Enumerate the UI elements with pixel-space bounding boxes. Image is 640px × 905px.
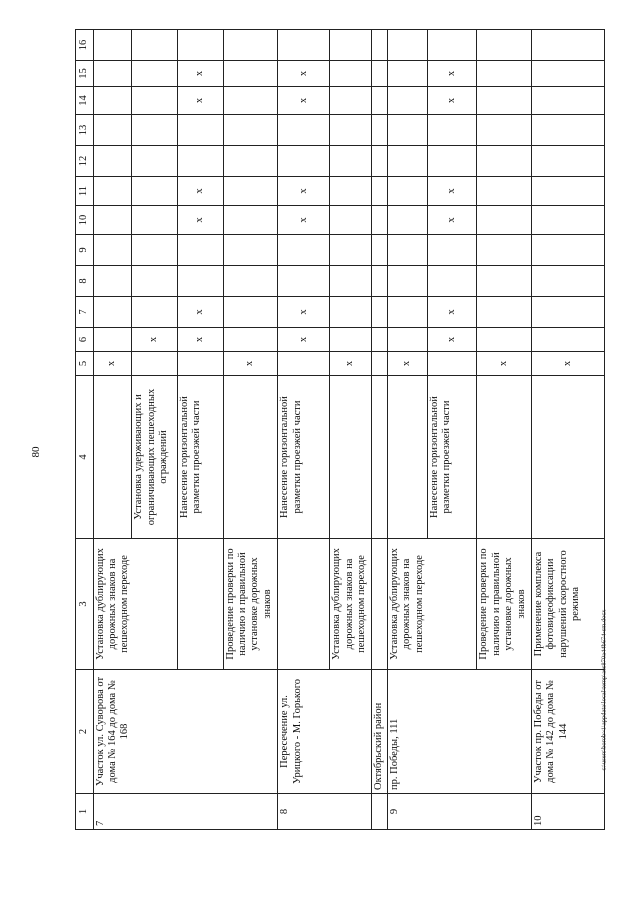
column-number-row <box>76 30 94 830</box>
measure-cell: Установка дублирующих дорожных знаков на пешеходном переходе <box>330 539 372 670</box>
col-header-10: 10 <box>76 206 94 235</box>
mark-cell: x <box>330 352 372 376</box>
mark-cell: x <box>93 352 131 376</box>
col-header-11: 11 <box>76 177 94 206</box>
col-header-4: 4 <box>76 376 94 539</box>
col-header-3: 3 <box>76 539 94 670</box>
mark-cell: x <box>427 177 477 206</box>
mark-cell: x <box>177 177 223 206</box>
site-cell: Участок пр. Победы от дома № 142 до дома № 144 <box>532 670 605 794</box>
measure-cell: Установка удерживающих и ограничивающих пешеходных ограждений <box>132 376 178 539</box>
col-header-8: 8 <box>76 266 94 297</box>
mark-cell: x <box>477 352 532 376</box>
measure-cell: Проведение проверки по наличию и правильной установке дорожных знаков <box>223 539 278 670</box>
mark-cell: x <box>427 297 477 328</box>
col-header-5: 5 <box>76 352 94 376</box>
mark-cell: x <box>427 328 477 352</box>
mark-cell: x <box>532 352 605 376</box>
col-header-7: 7 <box>76 297 94 328</box>
mark-cell: x <box>278 177 330 206</box>
row-number: 10 <box>532 794 605 830</box>
measure-cell: Проведение проверки по наличию и правильной установке дорожных знаков <box>477 539 532 670</box>
measure-cell: Нанесение горизонтальной разметки проезжей части <box>278 376 330 539</box>
mark-cell: x <box>223 352 278 376</box>
col-header-12: 12 <box>76 146 94 177</box>
measure-cell: Установка дублирующих дорожных знаков на пешеходном переходе <box>388 539 477 670</box>
measures-table <box>75 29 605 830</box>
col-header-14: 14 <box>76 87 94 115</box>
mark-cell: x <box>278 87 330 115</box>
mark-cell: x <box>177 297 223 328</box>
mark-cell: x <box>388 352 428 376</box>
row-number: 7 <box>93 794 278 830</box>
rotated-table-container <box>75 30 605 830</box>
row-number: 8 <box>278 794 372 830</box>
measure-cell: Нанесение горизонтальной разметки проезжей части <box>427 376 477 539</box>
footer-file-path: c:\users\borob~1\appdata\local\temp\aes870a44b674-sm.docx <box>600 609 608 771</box>
mark-cell: x <box>177 206 223 235</box>
site-cell: Пересечение ул. Урицкого - М. Горького <box>278 670 372 794</box>
mark-cell: x <box>427 206 477 235</box>
mark-cell: x <box>132 328 178 352</box>
mark-cell: x <box>427 87 477 115</box>
measure-cell: Установка дублирующих дорожных знаков на пешеходном переходе <box>93 539 177 670</box>
col-header-9: 9 <box>76 235 94 266</box>
mark-cell: x <box>177 87 223 115</box>
district-row <box>372 30 388 830</box>
page-number: 80 <box>30 446 42 458</box>
mark-cell: x <box>427 61 477 87</box>
mark-cell: x <box>278 61 330 87</box>
col-header-6: 6 <box>76 328 94 352</box>
district-label: Октябрьский район <box>372 670 388 794</box>
col-header-15: 15 <box>76 61 94 87</box>
col-header-13: 13 <box>76 115 94 146</box>
measure-cell: Нанесение горизонтальной разметки проезжей части <box>177 376 223 539</box>
col-header-1: 1 <box>76 794 94 830</box>
measure-cell: Применение комплекса фотовидеофиксации нарушений скоростного режима <box>532 539 605 670</box>
mark-cell: x <box>278 297 330 328</box>
mark-cell: x <box>177 328 223 352</box>
col-header-16: 16 <box>76 30 94 61</box>
row-number: 9 <box>388 794 532 830</box>
table-row <box>532 30 605 830</box>
table-row <box>388 30 428 830</box>
mark-cell: x <box>278 206 330 235</box>
table-row <box>93 30 131 830</box>
site-cell: пр. Победы, 111 <box>388 670 532 794</box>
site-cell: Участок ул. Суворова от дома № 164 до дома № 168 <box>93 670 278 794</box>
mark-cell: x <box>177 61 223 87</box>
table-row <box>278 30 330 830</box>
mark-cell: x <box>278 328 330 352</box>
col-header-2: 2 <box>76 670 94 794</box>
